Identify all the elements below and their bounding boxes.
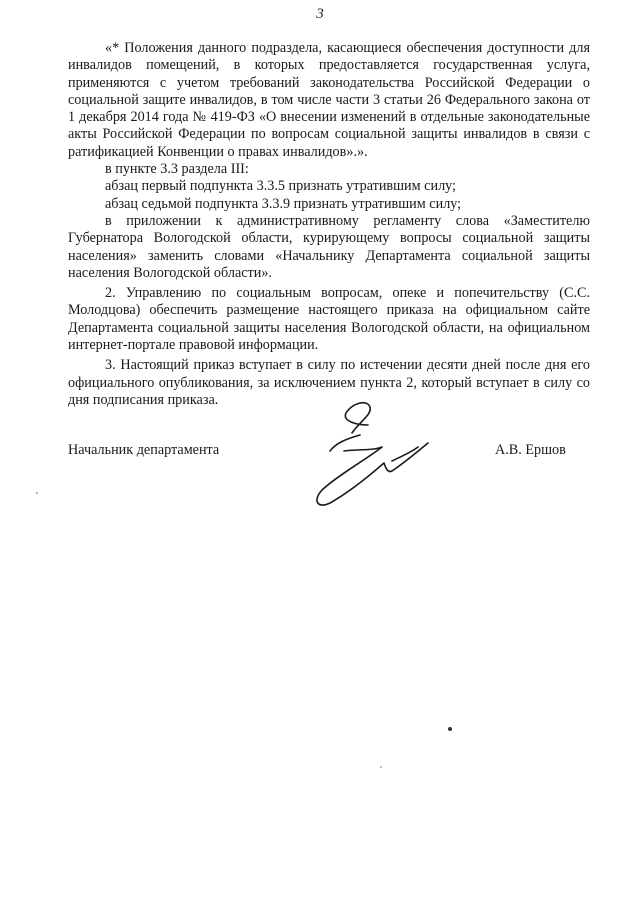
speck-mark — [380, 766, 382, 768]
paragraph-item-3: 3. Настоящий приказ вступает в силу по истечении десяти дней после дня его официального опубликования, за исключением пункта 2, который вступает в силу со дня подписания приказа. — [68, 357, 590, 408]
page-number: 3 — [316, 6, 324, 22]
paragraph-3-3-5: абзац первый подпункта 3.3.5 признать утратившим силу; — [105, 178, 456, 195]
paragraph-3-3-9: абзац седьмой подпункта 3.3.9 признать утратившим силу; — [105, 195, 462, 212]
signatory-name: А.В. Ершов — [495, 442, 566, 458]
paragraph-item-2: 2. Управлению по социальным вопросам, опеке и попечительству (С.С. Молодцова) обеспечить размещение настоящего приказа на официальном сайте Департамента социальной защиты населения Вологодской области, на официальном интернет-портале правовой информации. — [68, 285, 590, 354]
paragraph-accessibility-note: «* Положения данного подраздела, касающиеся обеспечения доступности для инвалидов помещений, в которых предоставляется государственная услуга, применяются с учетом требований законодательства Российской Федерации о социальной защите инвалидов, в том числе части 3 статьи 26 Федерального закона от 1 декабря 2014 года № 419-ФЗ «О внесении изменений в отдельные законодательные акты Российской Федерации по вопросам социальной защиты инвалидов в связи с ратификацией Конвенции о правах инвалидов».». — [68, 40, 590, 160]
paragraph-section-3-3: в пункте 3.3 раздела III: — [105, 161, 249, 178]
document-body — [68, 40, 590, 409]
speck-mark — [36, 492, 38, 494]
speck-mark — [448, 727, 452, 731]
handwritten-signature — [300, 395, 450, 520]
signatory-title: Начальник департамента — [68, 442, 220, 458]
paragraph-appendix: в приложении к административному регламенту слова «Заместителю Губернатора Вологодской области, курирующему вопросы социальной защиты населения» заменить словами «Начальнику Департамента социальной защиты населения Вологодской области». — [68, 212, 590, 281]
